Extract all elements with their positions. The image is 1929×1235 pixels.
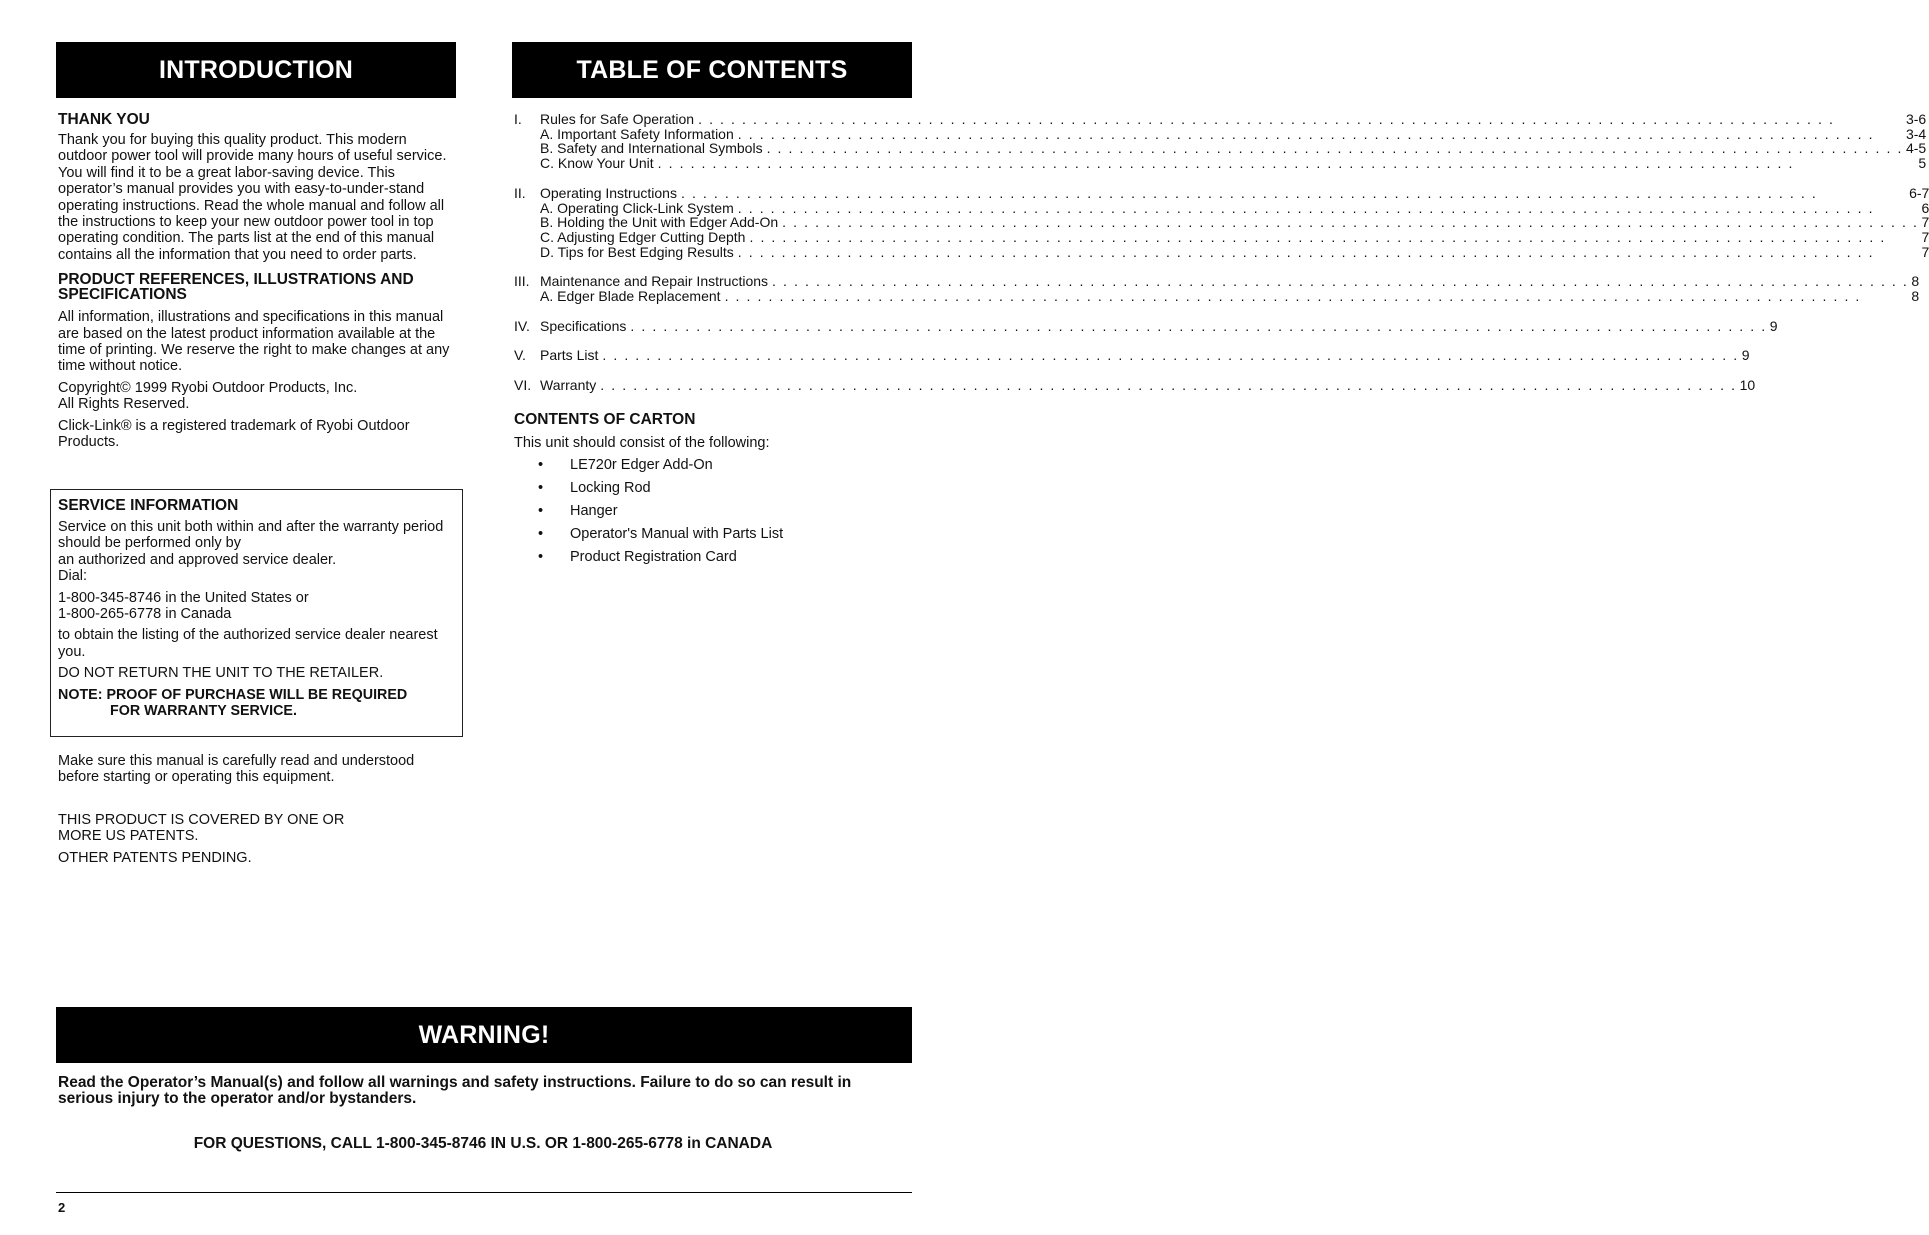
product-references-body: All information, illustrations and specifications in this manual are based on the latest product information available at the time of printing. We reserve the right to make changes at any time without notice.: [58, 309, 450, 375]
bullet: •: [538, 526, 544, 542]
carton-item: Operator's Manual with Parts List: [570, 526, 784, 542]
introduction-heading: [56, 42, 456, 98]
toc-entry: [540, 289, 1919, 304]
thank-you-body: Thank you for buying this quality product. This modern outdoor power tool will provide many hours of useful service. You will find it to be a great labor-saving device. This operator’s manual provides you with easy-to-under-stand operating instructions. Read the whole manual and follow all the instructions to keep your new outdoor power tool in top operating condition. The parts list at the end of this manual contains all the information that you need to order parts.: [58, 132, 447, 263]
toc-entry-title: C. Know Your Unit: [540, 155, 654, 172]
toc-entry-title: Operating Instructions: [540, 184, 677, 201]
thank-you-title: THANK YOU: [58, 111, 150, 128]
toc-entry: [540, 245, 1929, 260]
toc-entry-page: 5: [1918, 155, 1927, 172]
toc-group: [514, 377, 1756, 394]
toc-group-number: V.: [514, 347, 526, 364]
toc-group-number: VI.: [514, 377, 532, 394]
toc-entry: [540, 156, 1926, 171]
service-phones: [58, 590, 455, 623]
toc-dot-leader: [725, 289, 1909, 304]
bullet: •: [538, 457, 544, 473]
introduction-heading-text: INTRODUCTION: [158, 55, 354, 84]
phone-canada: 1-800-265-6778 in Canada: [58, 606, 232, 623]
copyright: [58, 380, 456, 413]
product-references-title: PRODUCT REFERENCES, ILLUSTRATIONS AND SPECIFICATIONS: [58, 271, 414, 304]
patents-line1: THIS PRODUCT IS COVERED BY ONE OR: [58, 811, 345, 828]
contents-of-carton: [514, 412, 908, 572]
carton-item: Product Registration Card: [570, 549, 737, 565]
carton-item: Locking Rod: [570, 480, 651, 496]
questions-call-line: FOR QUESTIONS, CALL 1-800-345-8746 IN U.S. OR 1-800-265-6778 in CANADA: [193, 1135, 773, 1152]
list-item: [514, 480, 908, 503]
service-information-box: [50, 489, 463, 737]
toc-entry-title: Warranty: [540, 377, 597, 394]
warning-heading: [56, 1007, 912, 1063]
toc-dot-leader: [738, 245, 1919, 260]
copyright-line1: Copyright© 1999 Ryobi Outdoor Products, Inc.: [58, 379, 358, 396]
toc-group-number: II.: [514, 184, 526, 201]
toc-entry-title: A. Edger Blade Replacement: [540, 288, 721, 305]
toc-entry-title: C. Adjusting Edger Cutting Depth: [540, 228, 746, 245]
toc-entry-title: A. Operating Click-Link System: [540, 199, 734, 216]
toc-dot-leader: [630, 319, 1766, 334]
toc-entry: [540, 319, 1778, 334]
note-line2: FOR WARRANTY SERVICE.: [110, 703, 297, 720]
warning-heading-text: WARNING!: [418, 1020, 550, 1049]
toc-entry: [540, 141, 1926, 156]
service-body: [58, 519, 455, 585]
toc-entry-page: 8: [1911, 288, 1920, 305]
toc-entry-title: A. Important Safety Information: [540, 125, 734, 142]
toc-dot-leader: [600, 378, 1736, 393]
toc-dot-leader: [698, 112, 1903, 127]
toc-entry-title: Rules for Safe Operation: [540, 111, 695, 127]
note-line1: NOTE: PROOF OF PURCHASE WILL BE REQUIRED: [58, 686, 408, 703]
toc-entry-page: 3-6: [1905, 111, 1927, 127]
toc-entry: [540, 127, 1926, 142]
toc-group-number: IV.: [514, 317, 530, 334]
toc-heading-text: TABLE OF CONTENTS: [576, 55, 848, 84]
bullet: •: [538, 480, 544, 496]
footer-divider: [56, 1192, 912, 1193]
toc-entry-page: 3-4: [1905, 125, 1927, 142]
list-item: [514, 503, 908, 526]
service-obtain: to obtain the listing of the authorized service dealer nearest you.: [58, 627, 438, 660]
toc-entry-page: 6: [1921, 199, 1929, 216]
toc-group: [514, 184, 1929, 260]
toc-entry-title: B. Holding the Unit with Edger Add-On: [540, 214, 779, 231]
make-sure-text: Make sure this manual is carefully read and understood before starting or operating this equipment.: [58, 753, 415, 786]
toc-entry-page: 10: [1739, 377, 1756, 394]
trademark-notice: Click-Link® is a registered trademark of Ryobi Outdoor Products.: [58, 417, 410, 451]
toc-group: [514, 273, 1920, 305]
toc-entry-page: 8: [1911, 273, 1920, 290]
service-information-title: SERVICE INFORMATION: [58, 497, 239, 514]
toc-entry: [540, 348, 1750, 363]
toc-entry-page: 7: [1921, 243, 1929, 260]
toc-entry: [540, 201, 1929, 216]
phone-us: 1-800-345-8746 in the United States or: [58, 589, 309, 606]
toc-dot-leader: [658, 156, 1916, 171]
toc-dot-leader: [782, 215, 1918, 230]
list-item: [514, 549, 908, 572]
toc-dot-leader: [681, 186, 1906, 201]
toc-entry: [540, 186, 1929, 201]
patents-text: [58, 812, 456, 845]
toc-entry-page: 7: [1921, 214, 1929, 231]
bullet: •: [538, 549, 544, 565]
toc-entry: [540, 230, 1929, 245]
toc-entry-page: 9: [1769, 317, 1778, 334]
copyright-line2: All Rights Reserved.: [58, 396, 190, 413]
toc-entry: [540, 112, 1926, 127]
page-number: 2: [58, 1200, 66, 1215]
carton-title: CONTENTS OF CARTON: [514, 411, 696, 428]
service-body-line2: an authorized and approved service dealer.: [58, 551, 337, 568]
introduction-section: [58, 112, 456, 456]
do-not-return: DO NOT RETURN THE UNIT TO THE RETAILER.: [58, 665, 384, 682]
proof-of-purchase-note: [58, 687, 455, 720]
toc-group: [514, 347, 1750, 364]
toc-group-number: III.: [514, 273, 530, 290]
toc-entry: [540, 215, 1929, 230]
service-body-line1: Service on this unit both within and after the warranty period should be performed only by: [58, 519, 444, 552]
toc-entry-title: B. Safety and International Symbols: [540, 140, 763, 157]
toc-dot-leader: [749, 230, 1918, 245]
bullet: •: [538, 503, 544, 519]
toc-entry-page: 6-7: [1909, 184, 1929, 201]
toc-entry-page: 7: [1921, 228, 1929, 245]
carton-list: [514, 457, 908, 572]
list-item: [514, 457, 908, 480]
toc-dot-leader: [772, 274, 1908, 289]
toc-entry: [540, 274, 1919, 289]
table-of-contents-heading: [512, 42, 912, 98]
toc-group-number: I.: [514, 111, 522, 127]
list-item: [514, 526, 908, 549]
toc-group: [514, 317, 1778, 334]
toc-entry-title: Parts List: [540, 347, 599, 364]
toc-entry-page: 9: [1741, 347, 1750, 364]
toc-group: [514, 111, 1927, 172]
service-dial: Dial:: [58, 568, 88, 585]
toc-entry-title: Specifications: [540, 317, 627, 334]
carton-item: Hanger: [570, 503, 618, 519]
patents-pending: OTHER PATENTS PENDING.: [58, 849, 252, 866]
toc-entry-title: D. Tips for Best Edging Results: [540, 243, 734, 260]
toc-dot-leader: [738, 127, 1903, 142]
after-service-section: [58, 753, 456, 871]
toc-dot-leader: [602, 348, 1738, 363]
toc-entry-title: Maintenance and Repair Instructions: [540, 273, 769, 290]
carton-item: LE720r Edger Add-On: [570, 457, 713, 473]
toc-dot-leader: [738, 201, 1919, 216]
toc-entry: [540, 378, 1755, 393]
toc-entry-page: 4-5: [1905, 140, 1927, 157]
patents-line2: MORE US PATENTS.: [58, 828, 199, 845]
toc-dot-leader: [767, 141, 1903, 156]
carton-intro: This unit should consist of the following:: [514, 435, 770, 451]
warning-text: Read the Operator’s Manual(s) and follow all warnings and safety instructions. Failure to do so can result in serious injury to the operator and/or bystanders.: [58, 1074, 852, 1107]
table-of-contents: [514, 111, 1929, 408]
